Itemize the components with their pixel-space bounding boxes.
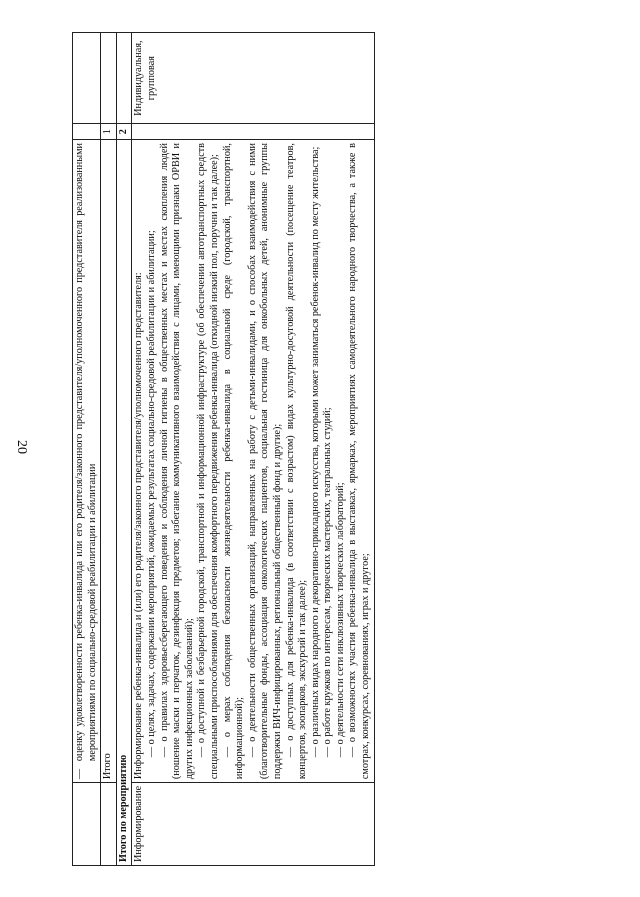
list-item: — о различных видах народного и декоративно-прикладного искусства, которыми может заниматься ребенок-инвалид по месту жительства;	[309, 146, 321, 758]
list-item: — о доступных для ребенка-инвалида (в соответствии с возрастом) видах культурно-досуговой деятельности (посещение театров, концертов, зоопарков, экскурсий и так далее);	[284, 143, 309, 780]
list-item: — о целях, задачах, содержании мероприятий, ожидаемых результатах социально-средовой реабилитации и абилитации;	[145, 230, 157, 758]
cell-measure-continuation	[73, 140, 101, 783]
list-item: — о деятельности сети инклюзивных творческих лабораторий;	[334, 482, 346, 758]
list-item: — о деятельности общественных организаций, направленных на работу с детьми-инвалидами, и о способах взаимодействия с ними (благотворительные фонды, ассоциация онкологических пациентов, социальная гостиница для онкобольных детей, анонимные группы поддержки ВИЧ-инфицированных, региональный общественный фонд и другие);	[246, 143, 283, 780]
informing-items	[132, 140, 374, 783]
page-number: 20	[14, 440, 29, 454]
cell-empty	[101, 783, 117, 866]
table-row-event-total	[116, 33, 132, 866]
rotated-table-area	[72, 32, 588, 866]
total-value: 1	[101, 124, 117, 140]
table-row-continuation	[73, 33, 101, 866]
cell-event-empty	[73, 783, 101, 866]
event-total-label: Итого по мероприятию	[116, 140, 132, 866]
rehabilitation-table	[72, 32, 375, 866]
list-item: Информирование ребенка-инвалида и (или) его родителя/законного представителя/уполномоченного представителя:	[133, 272, 145, 780]
list-item: — о работе кружков по интересам, творческих мастерских, театральных студий;	[322, 407, 334, 758]
list-item: — о правилах здоровьесберегающего поведения и соблюдения личной гигиены в общественных местах и местах скопления людей (ношение маски и перчаток, дезинфекция предметов; избегание коммуникативного взаимодействия с лицами, имеющими признаки ОРВИ и других инфекционных заболеваний);	[158, 143, 195, 780]
table-sheet	[72, 32, 588, 866]
list-item: — о доступной и безбарьерной городской, транспортной и информационной инфраструктуре (об обеспечении автотранспортных средств специальными приспособлениями для обеспечения комфортного передвижения ребенка-инвалида (откидной низкий пол, поручни и так далее);	[196, 143, 220, 780]
cell-empty	[116, 33, 132, 124]
cell-number-empty	[132, 124, 374, 140]
table-row-total	[101, 33, 117, 866]
table-row-informing	[132, 33, 374, 866]
cell-number-empty	[73, 124, 101, 140]
list-item: — о возможностях участия ребенка-инвалида в выставках, ярмарках, мероприятиях самодеятельного народного творчества, а также в смотрах, конкурсах, соревнованиях, играх и другое;	[347, 143, 372, 780]
cell-form-empty	[73, 33, 101, 124]
event-name: Информирование	[132, 783, 374, 866]
total-label: Итого	[101, 140, 117, 783]
event-total-value: 2	[116, 124, 132, 140]
event-form: Индивидуальная, групповая	[132, 33, 374, 124]
cell-empty	[101, 33, 117, 124]
page-number-box	[8, 432, 34, 462]
list-item: — о мерах соблюдения безопасности жизнедеятельности ребенка-инвалида в социальной среде (городской, транспортной, информационной);	[221, 143, 246, 780]
dash-prefix: —	[74, 768, 85, 780]
measure-continuation-text: оценку удовлетворенности ребенка-инвалида или его родителя/законного представителя/уполномоченного представителя реализованными мероприятиями по социально-средовой реабилитации и абилитации	[74, 143, 98, 762]
